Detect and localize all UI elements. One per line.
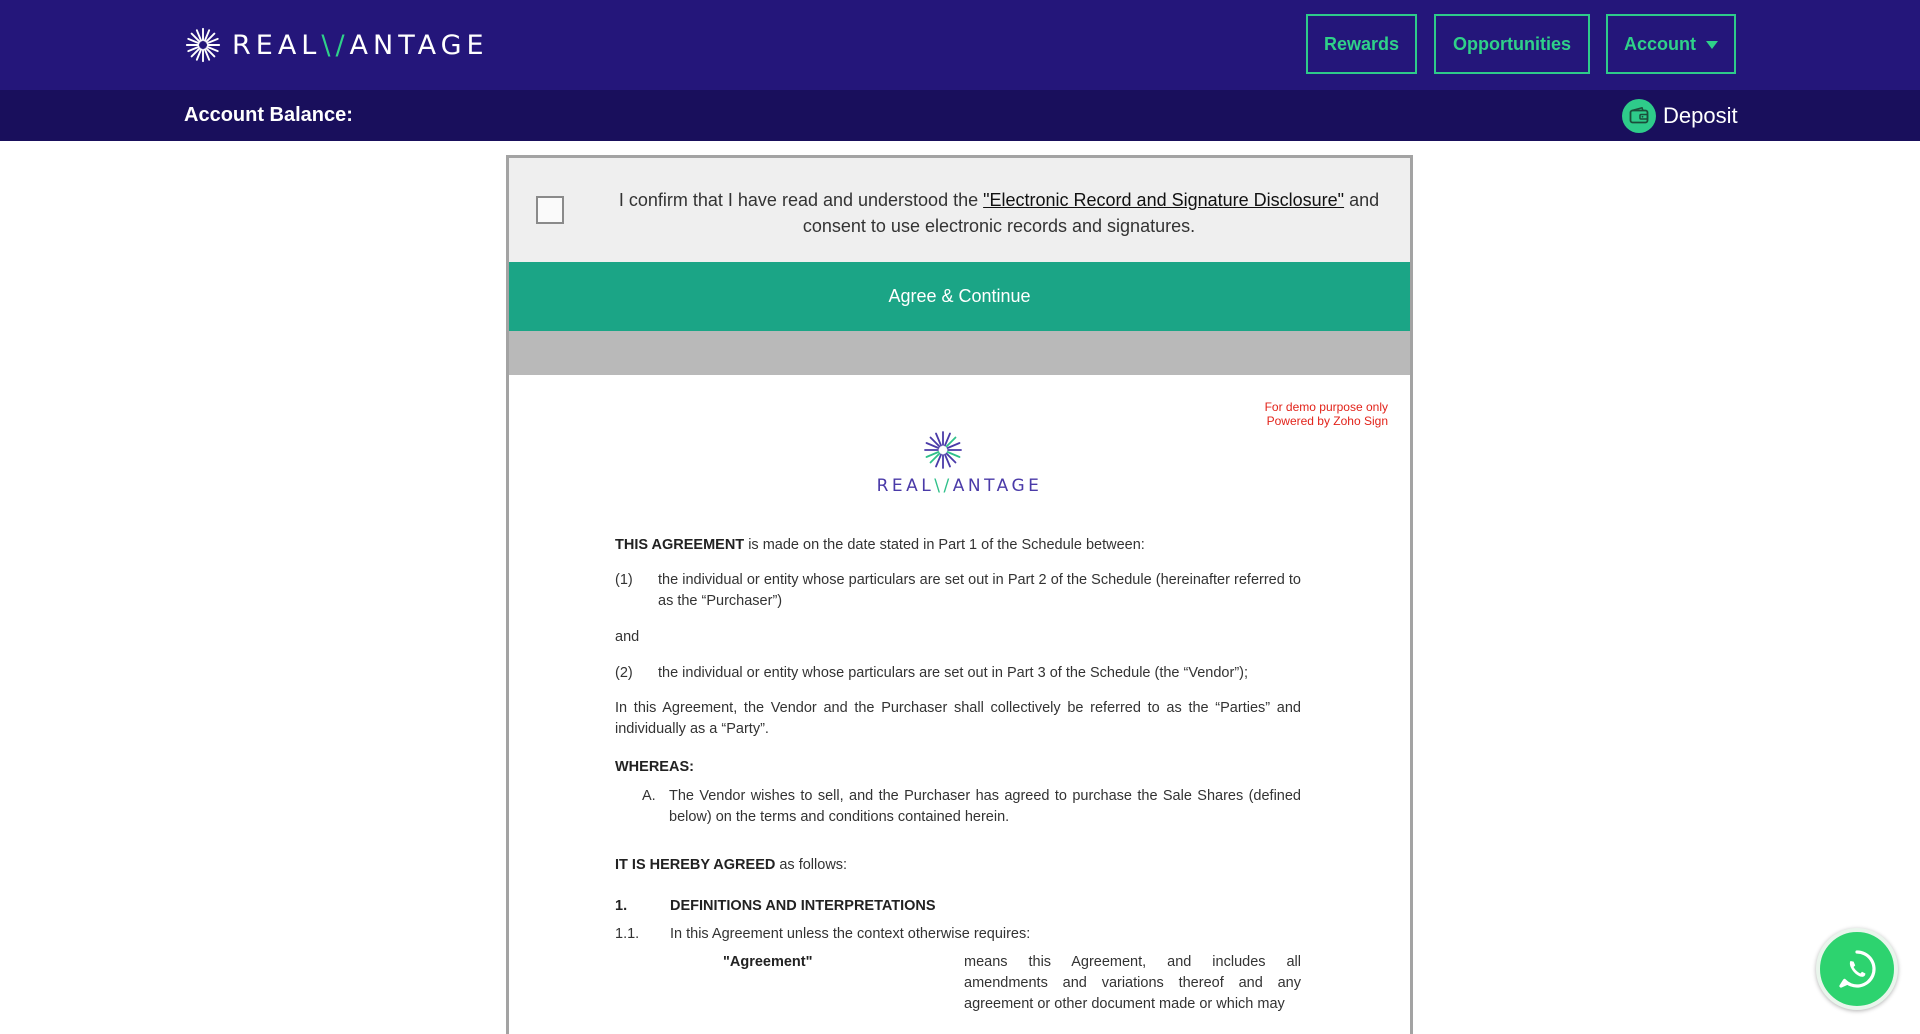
nav-rewards-label: Rewards bbox=[1323, 33, 1400, 54]
agreement-document bbox=[509, 375, 1410, 1034]
whereas-heading: WHEREAS: bbox=[615, 759, 694, 775]
party-1-number: (1) bbox=[615, 572, 633, 588]
deposit-label: Deposit bbox=[1663, 103, 1738, 128]
brand-part2: \/ bbox=[321, 29, 350, 61]
party-2-number: (2) bbox=[615, 665, 633, 681]
and-text: and bbox=[615, 629, 640, 645]
whatsapp-chat-button[interactable] bbox=[1816, 928, 1898, 1010]
doc-brand-part2: \/ bbox=[934, 476, 953, 496]
intro-rest: is made on the date stated in Part 1 of the Schedule between: bbox=[744, 537, 1145, 553]
clause-1-1-text: In this Agreement unless the context otherwise requires: bbox=[670, 926, 1031, 942]
party-2-main: the individual or entity whose particulars are set out in Part 3 of the Schedule bbox=[658, 665, 1151, 681]
deposit-button[interactable] bbox=[1622, 98, 1738, 134]
whatsapp-icon bbox=[1835, 947, 1879, 991]
clause-1-1 bbox=[615, 924, 1301, 945]
brand-logo[interactable] bbox=[184, 26, 489, 64]
nav-opportunities-button[interactable] bbox=[1434, 14, 1590, 74]
document-wordmark bbox=[509, 476, 1410, 496]
recital-a-text: The Vendor wishes to sell, and the Purchaser has agreed to purchase the Sale Shares (defined below) on the terms and conditions contained herein. bbox=[669, 788, 1301, 825]
consent-text-after: and consent to use electronic records and signatures. bbox=[802, 190, 1380, 236]
nav-opportunities-label: Opportunities bbox=[1453, 33, 1571, 54]
clause-1-1-number: 1.1. bbox=[615, 926, 640, 942]
party-1-clause bbox=[615, 570, 1301, 612]
party-2-tail: (the “Vendor”); bbox=[1150, 665, 1248, 681]
document-logo bbox=[509, 430, 1410, 496]
section-1-title: DEFINITIONS AND INTERPRETATIONS bbox=[670, 898, 936, 914]
party-2-clause bbox=[615, 663, 1301, 684]
starburst-logo-icon bbox=[923, 430, 963, 470]
definition-term: "Agreement" bbox=[723, 954, 813, 970]
intro-bold: THIS AGREEMENT bbox=[615, 537, 745, 553]
consent-panel bbox=[509, 158, 1410, 262]
document-toolbar-strip bbox=[509, 331, 1410, 375]
brand-part1: REAL bbox=[232, 29, 322, 61]
definition-text: means this Agreement, and includes all amendments and variations thereof and any agreement or other document made or which may bbox=[964, 954, 1301, 1012]
brand-wordmark bbox=[232, 30, 489, 61]
parties-paragraph: In this Agreement, the Vendor and the Purchaser shall collectively be referred to as the “Parties” and individually as a “Party”. bbox=[615, 700, 1301, 737]
consent-text-before: I confirm that I have read and understood the bbox=[618, 190, 984, 210]
demo-watermark bbox=[1265, 400, 1388, 428]
consent-text bbox=[609, 187, 1389, 239]
demo-line-1: For demo purpose only bbox=[1264, 400, 1388, 414]
agreed-bold: IT IS HEREBY AGREED bbox=[615, 857, 776, 873]
section-1-number: 1. bbox=[615, 898, 628, 914]
intro-paragraph bbox=[615, 535, 1301, 556]
agree-continue-button[interactable] bbox=[509, 262, 1410, 331]
agree-continue-label: Agree & Continue bbox=[888, 286, 1031, 306]
signing-document-frame bbox=[506, 155, 1413, 1034]
recital-a-letter: A. bbox=[642, 788, 656, 804]
agreed-paragraph bbox=[615, 855, 1301, 876]
starburst-logo-icon bbox=[184, 26, 222, 64]
nav-account-label: Account bbox=[1624, 33, 1696, 54]
disclosure-link[interactable]: "Electronic Record and Signature Disclosure" bbox=[983, 190, 1345, 210]
chevron-down-icon bbox=[1706, 41, 1718, 49]
wallet-icon bbox=[1622, 99, 1656, 133]
demo-line-2: Powered by Zoho Sign bbox=[1266, 414, 1388, 428]
section-1-heading bbox=[615, 896, 1301, 917]
party-1-text: the individual or entity whose particulars are set out in Part 2 of the Schedule (hereinafter referred to as the “Purchaser”) bbox=[658, 572, 1301, 609]
account-balance-label: Account Balance: bbox=[184, 104, 353, 126]
nav-account-dropdown[interactable] bbox=[1606, 14, 1736, 74]
nav-rewards-button[interactable] bbox=[1306, 14, 1417, 74]
doc-brand-part1: REAL bbox=[876, 476, 935, 496]
doc-brand-part3: ANTAGE bbox=[952, 476, 1043, 496]
party-2-text bbox=[658, 663, 1301, 684]
agreed-rest: as follows: bbox=[775, 857, 848, 873]
recital-a bbox=[642, 786, 1301, 828]
brand-part3: ANTAGE bbox=[349, 29, 489, 61]
consent-checkbox[interactable] bbox=[536, 196, 564, 224]
